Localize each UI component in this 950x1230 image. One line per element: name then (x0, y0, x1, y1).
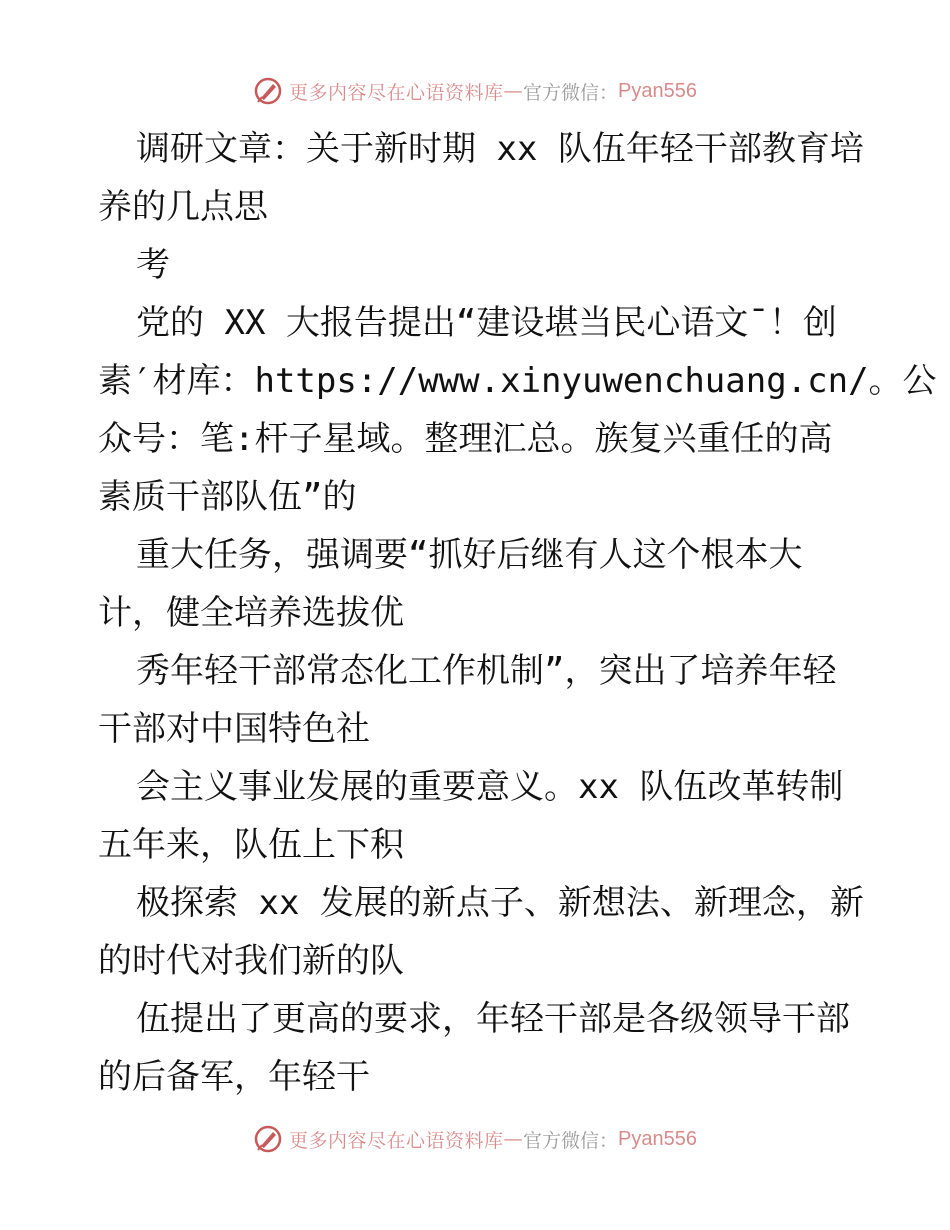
text-line: 极探索 xx 发展的新点子、新想法、新理念，新 (136, 883, 864, 923)
watermark-dash: — (503, 1128, 524, 1150)
watermark-site-text: 更多内容尽在心语资料库 (289, 81, 504, 104)
text-line: 的时代对我们新的队 (98, 941, 404, 981)
watermark-site-text: 更多内容尽在心语资料库 (289, 1129, 504, 1152)
text-line: 伍提出了更高的要求，年轻干部是各级领导干部 (136, 999, 850, 1039)
text-line: 重大任务，强调要“抓好后继有人这个根本大 (136, 535, 803, 575)
text-line: 考 (136, 245, 170, 285)
quill-logo-icon (253, 76, 283, 106)
watermark-wechat-label: 官方微信： (523, 1129, 619, 1152)
text-line: 党的 XX 大报告提出“建设堪当民心语文¯！创 (136, 303, 837, 343)
footer-watermark (0, 1122, 950, 1156)
text-line: 调研文章：关于新时期 xx 队伍年轻干部教育培 (136, 129, 864, 169)
quill-logo-icon (253, 1124, 283, 1154)
article-body (98, 120, 937, 1106)
text-line: 素′材库：https://www.xinyuwenchuang.cn/。公 (98, 361, 937, 401)
text-line: 众号：笔:杆子星域。整理汇总。族复兴重任的高 (98, 419, 833, 459)
watermark-wechat-id: Pyan556 (618, 79, 697, 102)
text-line: 干部对中国特色社 (98, 709, 370, 749)
watermark-wechat-label: 官方微信： (523, 81, 619, 104)
watermark-dash: — (503, 80, 524, 102)
text-line: 会主义事业发展的重要意义。xx 队伍改革转制 (136, 767, 844, 807)
text-line: 养的几点思 (98, 187, 268, 227)
watermark-wechat-id: Pyan556 (618, 1127, 697, 1150)
text-line: 秀年轻干部常态化工作机制”，突出了培养年轻 (136, 651, 837, 691)
text-line: 的后备军，年轻干 (98, 1057, 370, 1097)
text-line: 五年来，队伍上下积 (98, 825, 404, 865)
text-line: 素质干部队伍”的 (98, 477, 357, 517)
header-watermark (0, 74, 950, 108)
text-line: 计，健全培养选拔优 (98, 593, 404, 633)
